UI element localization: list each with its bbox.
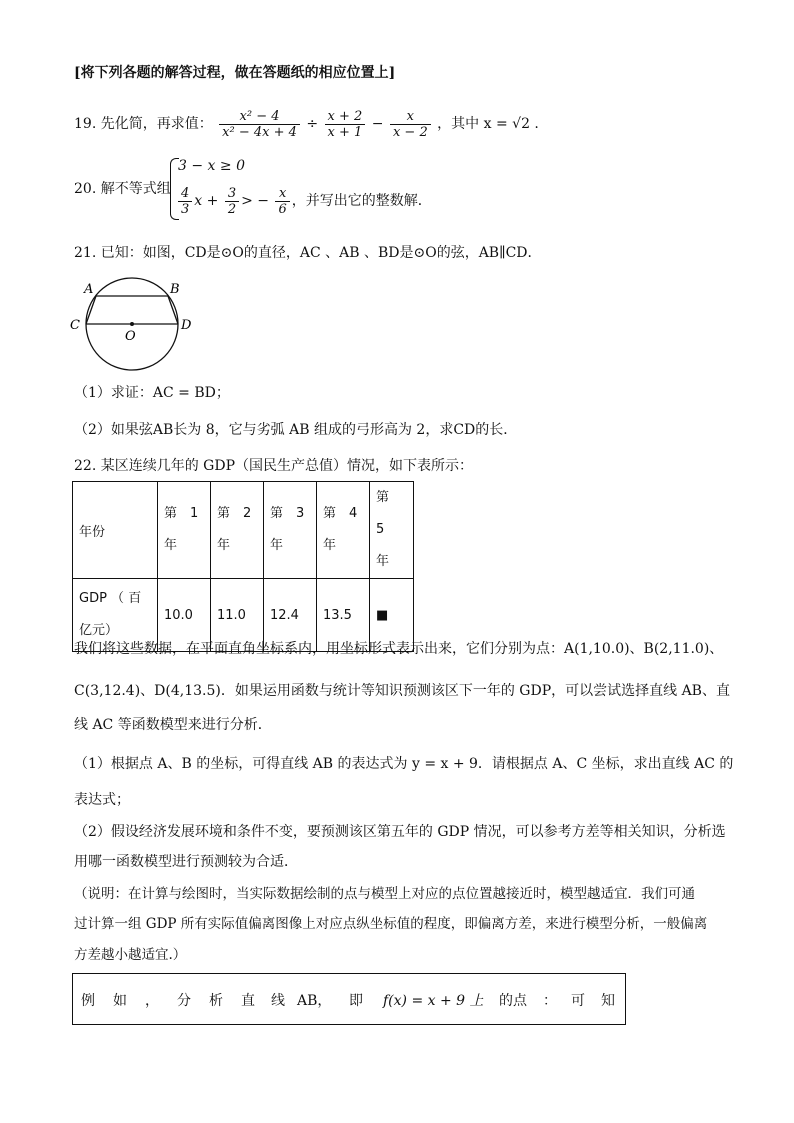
q21-circle-figure: [70, 275, 200, 375]
table-row-years: [73, 482, 414, 579]
box-word-3: ，: [145, 993, 159, 1009]
table-header-gdp: GDP （ 百 亿元）: [73, 579, 158, 652]
q19-frac3-denominator: x − 2: [392, 124, 428, 140]
q19-frac1-denominator: x² − 4x + 4: [222, 124, 297, 140]
label-o: O: [125, 329, 136, 344]
box-word-6: 直: [241, 993, 255, 1009]
label-b: B: [170, 282, 180, 297]
q20-tail: ，并写出它的整数解．: [291, 193, 432, 209]
q22-part-2-line-1: （2）假设经济发展环境和条件不变，要预测该区第五年的 GDP 情况，可以参考方差等相关知识，分析选: [74, 824, 726, 840]
q22-paragraph-line-3: 线 AC 等函数模型来进行分析．: [74, 717, 272, 733]
q20-greater-than: > −: [241, 193, 270, 209]
q20-frac-4-3: [178, 186, 192, 217]
label-c: C: [70, 318, 80, 333]
q20-frac-x-6: [275, 186, 289, 217]
q22-intro: 22. 某区连续几年的 GDP（国民生产总值）情况，如下表所示：: [74, 458, 473, 474]
q19-number: 19.: [74, 116, 97, 132]
q20-x-plus: x +: [194, 193, 219, 209]
box-function-expression: f(x) = x + 9 上: [383, 993, 484, 1009]
q19-frac2-denominator: x + 1: [327, 124, 363, 140]
table-cell-gdp-2: 11.0: [211, 579, 264, 652]
box-word-11: 的点: [499, 993, 527, 1009]
q20-number: 20.: [74, 181, 97, 197]
q21-part-2: （2）如果弦AB长为 8，它与劣弧 AB 组成的弓形高为 2，求CD的长．: [74, 422, 518, 438]
box-word-4: 分: [177, 993, 191, 1009]
q19-fraction-1: [219, 109, 300, 140]
q20-lead: 解不等式组: [100, 181, 171, 197]
label-a: A: [84, 282, 94, 297]
q20-frac3-denominator: 6: [278, 201, 287, 217]
table-cell-gdp-3: 12.4: [264, 579, 317, 652]
center-point: [130, 322, 134, 326]
box-word-8: AB，: [297, 993, 332, 1009]
q20-frac1-denominator: 3: [181, 201, 190, 217]
table-cell-year-1: 第 1 年: [158, 482, 211, 579]
table-header-year: 年份: [73, 482, 158, 579]
table-cell-gdp-5: ■: [370, 579, 414, 652]
table-cell-year-5: 第 5 年: [370, 482, 414, 579]
q20-frac1-numerator: 4: [178, 186, 192, 202]
q20-inequality-2: [176, 183, 432, 219]
q22-part-1-line-1: （1）根据点 A、B 的坐标，可得直线 AB 的表达式为 y = x + 9．请根据点 A、C 坐标，求出直线 AC 的: [74, 756, 734, 772]
section-header: [将下列各题的解答过程，做在答题纸的相应位置上]: [74, 65, 396, 81]
q20-label: [74, 179, 171, 199]
table-cell-year-4: 第 4 年: [317, 482, 370, 579]
chord-ac: [86, 296, 96, 324]
box-word-14: 知: [601, 993, 615, 1009]
q22-note-line-2: 过计算一组 GDP 所有实际值偏离图像上对应点纵坐标值的程度，即偏离方差，来进行模型分析，一般偏离: [74, 916, 708, 932]
q19-fraction-3: [390, 109, 431, 140]
q22-note-line-1: （说明：在计算与绘图时，当实际数据绘制的点与模型上对应的点位置越接近时，模型越适宜．我们可通: [74, 886, 695, 902]
table-cell-gdp-4: 13.5: [317, 579, 370, 652]
q19-tail: ，其中 x = √2 .: [437, 116, 539, 132]
q21-part-1: （1）求证：AC = BD；: [74, 385, 230, 401]
q22-paragraph-line-2: C(3,12.4)、D(4,13.5)．如果运用函数与统计等知识预测该区下一年的 GDP，可以尝试选择直线 AB、直: [74, 683, 730, 699]
q19-frac3-numerator: x: [390, 109, 431, 125]
q22-part-2-line-2: 用哪一函数模型进行预测较为合适．: [74, 854, 298, 870]
q19-frac1-numerator: x² − 4: [219, 109, 300, 125]
q22-paragraph-line-1: 我们将这些数据，在平面直角坐标系内，用坐标形式表示出来，它们分别为点：A(1,10.0)、B(2,11.0)、: [74, 641, 724, 657]
q20-frac2-denominator: 2: [227, 201, 237, 217]
q20-frac3-numerator: x: [275, 186, 289, 202]
gdp-table: [72, 481, 414, 652]
q20-frac-3-2: [225, 186, 239, 217]
q20-inequality-1: 3 − x ≥ 0: [178, 158, 245, 174]
box-word-13: 可: [571, 993, 585, 1009]
box-word-12: ：: [543, 993, 557, 1009]
label-d: D: [181, 318, 192, 333]
q19-divide-sign: ÷: [306, 116, 319, 132]
q21-statement: 21. 已知：如图，CD是⊙O的直径，AC 、AB 、BD是⊙O的弦，AB∥CD．: [74, 245, 542, 261]
box-word-1: 例: [81, 993, 95, 1009]
table-cell-gdp-1: 10.0: [158, 579, 211, 652]
example-box: [72, 973, 626, 1025]
box-word-9: 即: [349, 993, 363, 1009]
box-word-5: 析: [209, 993, 223, 1009]
table-cell-year-2: 第 2 年: [211, 482, 264, 579]
question-19: [74, 104, 539, 144]
q19-frac2-numerator: x + 2: [325, 109, 366, 125]
chord-bd: [168, 296, 178, 324]
q19-minus-sign: −: [371, 116, 384, 132]
box-word-2: 如: [113, 993, 127, 1009]
q22-part-1-line-2: 表达式；: [74, 792, 130, 808]
box-word-7: 线: [271, 993, 285, 1009]
table-cell-year-3: 第 3 年: [264, 482, 317, 579]
q19-lead: 先化简，再求值：: [100, 116, 213, 132]
q20-frac2-numerator: 3: [225, 186, 239, 202]
q19-fraction-2: [325, 109, 366, 140]
q22-note-line-3: 方差越小越适宜.）: [74, 947, 187, 963]
